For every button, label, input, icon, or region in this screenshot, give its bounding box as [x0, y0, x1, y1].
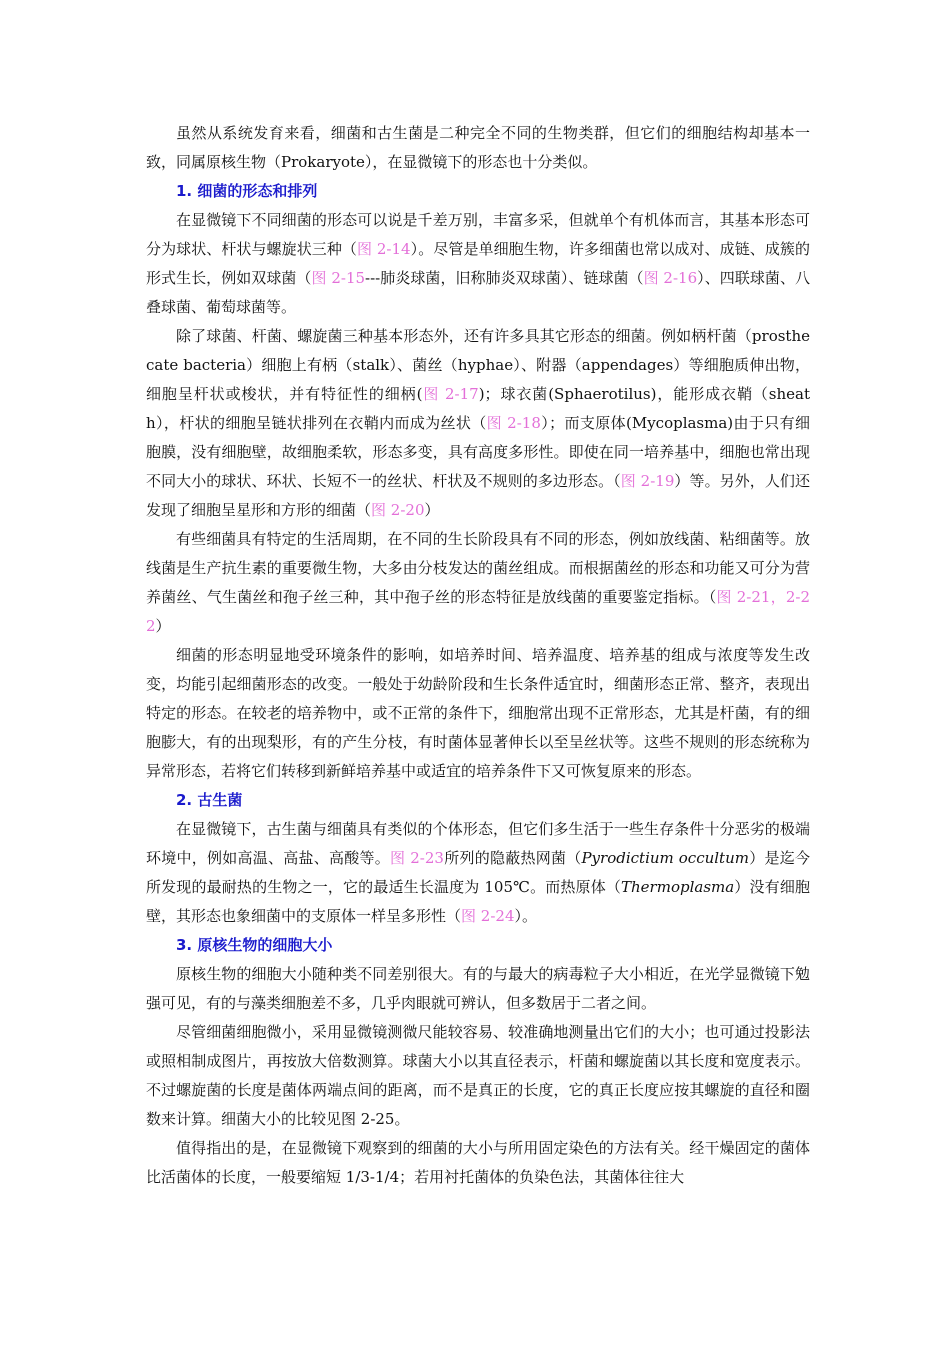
- species-name: Pyrodictium occultum: [581, 849, 749, 867]
- genus-name: Thermoplasma: [621, 878, 735, 896]
- figure-reference[interactable]: 图 2-23: [390, 849, 444, 867]
- text-run: 在显微镜下不同细菌的形态可以说是千差万别，丰富多采，但就单个有机体而言，其基本形态可分为球状、杆状与螺旋状三种（: [146, 211, 810, 258]
- paragraph-other-shapes: [146, 322, 810, 525]
- intro-paragraph: 虽然从系统发育来看，细菌和古生菌是二种完全不同的生物类群，但它们的细胞结构却基本一致，同属原核生物（Prokaryote），在显微镜下的形态也十分类似。: [146, 124, 810, 171]
- figure-reference[interactable]: 图 2-19: [620, 472, 675, 490]
- figure-reference[interactable]: 图 2-14: [356, 240, 411, 258]
- paragraph-environment-effects: 细菌的形态明显地受环境条件的影响，如培养时间、培养温度、培养基的组成与浓度等发生改变，均能引起细菌形态的改变。一般处于幼龄阶段和生长条件适宜时，细菌形态正常、整齐，表现出特定的形态。在较老的培养物中，或不正常的条件下，细胞常出现不正常形态，尤其是杆菌，有的细胞膨大，有的出现梨形，有的产生分枝，有时菌体显著伸长以至呈丝状等。这些不规则的形态统称为异常形态，若将它们转移到新鲜培养基中或适宜的培养条件下又可恢复原来的形态。: [146, 646, 810, 780]
- figure-reference[interactable]: 图 2-16: [643, 269, 698, 287]
- text-run: 所列的隐蔽热网菌（: [443, 849, 582, 867]
- text-run: ）。: [514, 907, 537, 925]
- text-run: ）是迄今所发现的最耐热的生物之一，它的最适生长温度为 105℃。而热原体（: [146, 849, 810, 896]
- paragraph-size-range: 原核生物的细胞大小随种类不同差别很大。有的与最大的病毒粒子大小相近，在光学显微镜下勉强可见，有的与藻类细胞差不多，几乎肉眼就可辨认，但多数居于二者之间。: [146, 965, 810, 1012]
- paragraph-life-cycle: [146, 525, 810, 641]
- section-heading-archaea: 2. 古生菌: [176, 791, 243, 809]
- figure-reference[interactable]: 图 2-21，2-22: [146, 588, 810, 635]
- figure-reference[interactable]: 图 2-24: [461, 907, 515, 925]
- paragraph-fixation-effects: 值得指出的是，在显微镜下观察到的细菌的大小与所用固定染色的方法有关。经干燥固定的菌体比活菌体的长度，一般要缩短 1/3-1/4；若用衬托菌体的负染色法，其菌体往往大: [146, 1139, 810, 1186]
- text-run: ---肺炎球菌，旧称肺炎双球菌）、链球菌（: [365, 269, 644, 287]
- figure-reference[interactable]: 图 2-18: [486, 414, 541, 432]
- text-run: ）: [155, 617, 171, 635]
- text-run: 有些细菌具有特定的生活周期，在不同的生长阶段具有不同的形态，例如放线菌、粘细菌等。放线菌是生产抗生素的重要微生物，大多由分枝发达的菌丝组成。而根据菌丝的形态和功能又可分为营养菌丝、气生菌丝和孢子丝三种，其中孢子丝的形态特征是放线菌的重要鉴定指标。（: [146, 530, 810, 606]
- text-run: ）。尽管是单细胞生物，许多细菌也常以成对、成链、成簇的形式生长，例如双球菌（: [146, 240, 810, 287]
- text-run: 在显微镜下，古生菌与细菌具有类似的个体形态，但它们多生活于一些生存条件十分恶劣的极端环境中，例如高温、高盐、高酸等。: [146, 820, 810, 867]
- text-run: ）: [424, 501, 440, 519]
- text-run: ）没有细胞壁，其形态也象细菌中的支原体一样呈多形性（: [146, 878, 810, 925]
- figure-reference[interactable]: 图 2-17: [422, 385, 479, 403]
- section-heading-bacteria-morphology: 1. 细菌的形态和排列: [176, 182, 318, 200]
- text-run: ）；而支原体(Mycoplasma)由于只有细胞膜，没有细胞壁，故细胞柔软，形态多变，具有高度多形性。即使在同一培养基中，细胞也常出现不同大小的球状、环状、长短不一的丝状、杆状及不规则的多边形态。（: [146, 414, 811, 490]
- text-run: ）、四联球菌、八叠球菌、葡萄球菌等。: [146, 269, 810, 316]
- figure-reference[interactable]: 图 2-15: [311, 269, 366, 287]
- paragraph-basic-shapes: [146, 206, 810, 322]
- text-run: 除了球菌、杆菌、螺旋菌三种基本形态外，还有许多具其它形态的细菌。例如柄杆菌（prosthecate bacteria）细胞上有柄（stalk）、菌丝（hyphae）、附器（appendages）等细胞质伸出物，细胞呈杆状或梭状，并有特征性的细柄(: [146, 327, 810, 403]
- section-heading-cell-size: 3. 原核生物的细胞大小: [176, 936, 333, 954]
- figure-reference[interactable]: 图 2-20: [371, 501, 425, 519]
- paragraph-archaea: [146, 815, 810, 931]
- paragraph-size-measurement: 尽管细菌细胞微小，采用显微镜测微尺能较容易、较准确地测量出它们的大小；也可通过投影法或照相制成图片，再按放大倍数测算。球菌大小以其直径表示，杆菌和螺旋菌以其长度和宽度表示。不过螺旋菌的长度是菌体两端点间的距离，而不是真正的长度，它的真正长度应按其螺旋的直径和圈数来计算。细菌大小的比较见图 2-25。: [146, 1023, 810, 1128]
- document-page: [146, 119, 810, 1192]
- text-run: ）等。另外，人们还发现了细胞呈星形和方形的细菌（: [146, 472, 810, 519]
- text-run: )；球衣菌(Sphaerotilus)，能形成衣鞘（sheath），杆状的细胞呈链状排列在衣鞘内而成为丝状（: [146, 385, 811, 432]
